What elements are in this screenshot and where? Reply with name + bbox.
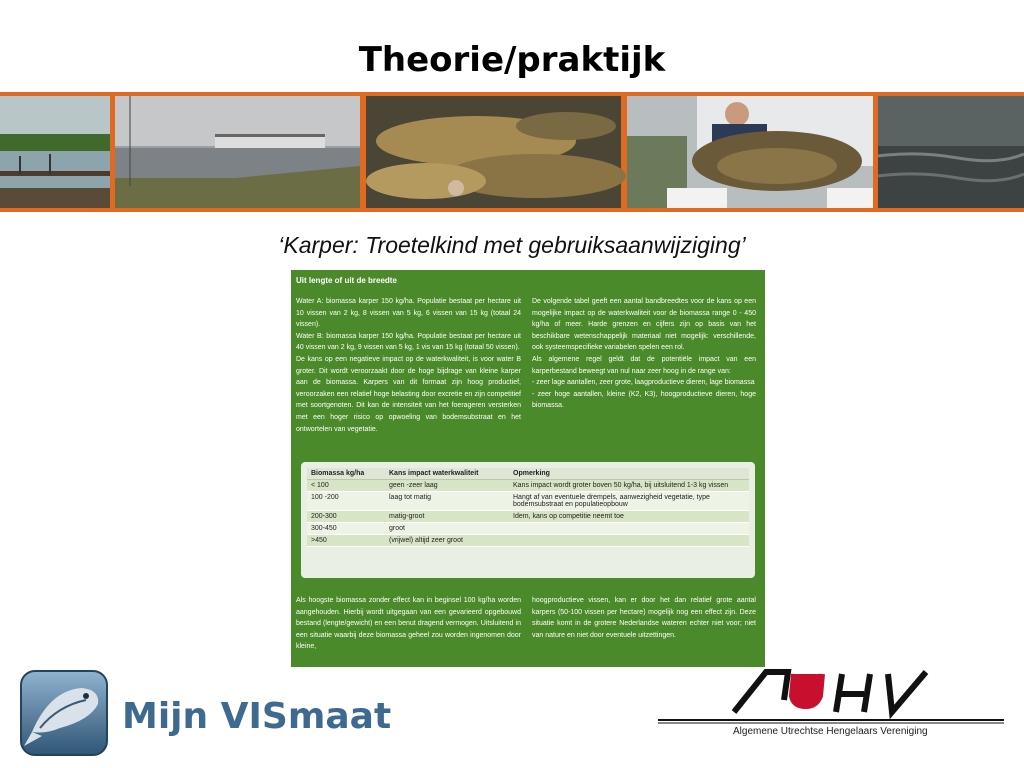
- table-cell: (vrijwel) altijd zeer groot: [385, 535, 509, 547]
- photo-banner: [0, 92, 1024, 212]
- table-cell: >450: [307, 535, 385, 547]
- mijnvismaat-logo: [20, 670, 392, 758]
- right-paragraph: - zeer hoge aantallen, kleine (K2, K3), hoogproductieve dieren, hoge biomassa.: [532, 390, 756, 410]
- table-header: Kans impact waterkwaliteit: [385, 468, 509, 480]
- right-paragraph: Als algemene regel geldt dat de potentiële impact van een karperbestand beweegt van nul naar zeer hoog in de range van:: [532, 355, 756, 375]
- table-row: [307, 523, 749, 535]
- bottom-left-text: Als hoogste biomassa zonder effect kan in beginsel 100 kg/ha worden aangehouden. Hierbij wordt uitgegaan van een gevarieerd opgebouwd bestand (lengte/gewicht) en een benut dragend vermogen. Uitsluitend in een situatie waarbij deze biomassa geheel zou worden ingenomen door kleine,: [296, 597, 521, 651]
- photo-water-surface: [878, 96, 1024, 208]
- table-row: [307, 492, 749, 511]
- mijnvismaat-logo-text: Mijn VISmaat: [122, 696, 392, 737]
- biomass-table: [307, 468, 749, 547]
- table-cell: matig-groot: [385, 511, 509, 523]
- right-column: [532, 296, 756, 412]
- table-header: Opmerking: [509, 468, 749, 480]
- table-cell: [509, 523, 749, 535]
- table-cell: laag tot matig: [385, 492, 509, 511]
- biomass-table-container: [301, 462, 755, 578]
- photo-carp-pile: [366, 96, 621, 208]
- left-paragraph: De kans op een negatieve impact op de waterkwaliteit, is voor water B groter. Dit wordt veroorzaakt door de hoge bijdrage van kleine karper aan de biomassa. Karpers van dit formaat zijn hoog productief, veroorzaken een relatief hoge belasting door excretie en zijn competitief met soortgenoten. Dit kan de intensiteit van het foerageren versterken met een hoger risico op opwoeling van bodemsubstraat en het ontwortelen van vegetatie.: [296, 355, 521, 433]
- panel-heading: Uit lengte of uit de breedte: [296, 276, 397, 285]
- mijnvismaat-logo-graphic: [20, 670, 392, 758]
- photo-lake-buildings: [115, 96, 360, 208]
- slide-title: Theorie/praktijk: [358, 40, 666, 80]
- table-row: [307, 535, 749, 547]
- photo-lake-heron: [0, 96, 110, 208]
- left-paragraph: Water B: biomassa karper 150 kg/ha. Populatie bestaat per hectare uit 40 vissen van 2 kg, 9 vissen van 5 kg, 1 vis van 15 kg (totaal 50 vissen).: [296, 332, 521, 352]
- table-cell: 300-450: [307, 523, 385, 535]
- table-cell: Hangt af van eventuele drempels, aanwezigheid vegetatie, type bodemsubstraat en populatieopbouw: [509, 492, 749, 511]
- bottom-right-text: hoogproductieve vissen, kan er door het dan relatief grote aantal karpers (50-100 vissen per hectare) mogelijk nog een effect zijn. Deze situatie komt in de grotere Nederlandse wateren echter niet voor; niet van nature en niet door eventuele uitzettingen.: [532, 597, 756, 639]
- table-cell: Kans impact wordt groter boven 50 kg/ha, bij uitsluitend 1-3 kg vissen: [509, 480, 749, 492]
- table-cell: Idem, kans op competitie neemt toe: [509, 511, 749, 523]
- left-column: [296, 296, 521, 435]
- table-cell: geen -zeer laag: [385, 480, 509, 492]
- table-header: Biomassa kg/ha: [307, 468, 385, 480]
- table-row: [307, 511, 749, 523]
- table-cell: groot: [385, 523, 509, 535]
- photo-man-with-carp: [627, 96, 873, 208]
- slide-subtitle: ‘Karper: Troetelkind met gebruiksaanwijziging’: [278, 232, 746, 258]
- right-paragraph: - zeer lage aantallen, zeer grote, laagproductieve dieren, lage biomassa: [532, 379, 755, 387]
- left-paragraph: Water A: biomassa karper 150 kg/ha. Populatie bestaat per hectare uit 10 vissen van 2 kg, 8 vissen van 5 kg, 6 vissen van 15 kg (totaal 24 vissen).: [296, 298, 521, 329]
- table-cell: < 100: [307, 480, 385, 492]
- table-header-row: [307, 468, 749, 480]
- table-cell: [509, 535, 749, 547]
- article-panel: [291, 270, 765, 667]
- table-cell: 200-300: [307, 511, 385, 523]
- table-cell: 100 -200: [307, 492, 385, 511]
- table-row: [307, 480, 749, 492]
- auhv-subtitle: Algemene Utrechtse Hengelaars Vereniging: [733, 726, 928, 737]
- right-paragraph: De volgende tabel geeft een aantal bandbreedtes voor de kans op een mogelijke impact op de waterkwaliteit voor de biomassa range 0 - 450 kg/ha of meer. Harde grenzen en cijfers zijn op basis van het beschikbare wetenschappelijk materiaal niet mogelijk: verschillende, ook systeemspecifieke variabelen spelen een rol.: [532, 298, 756, 352]
